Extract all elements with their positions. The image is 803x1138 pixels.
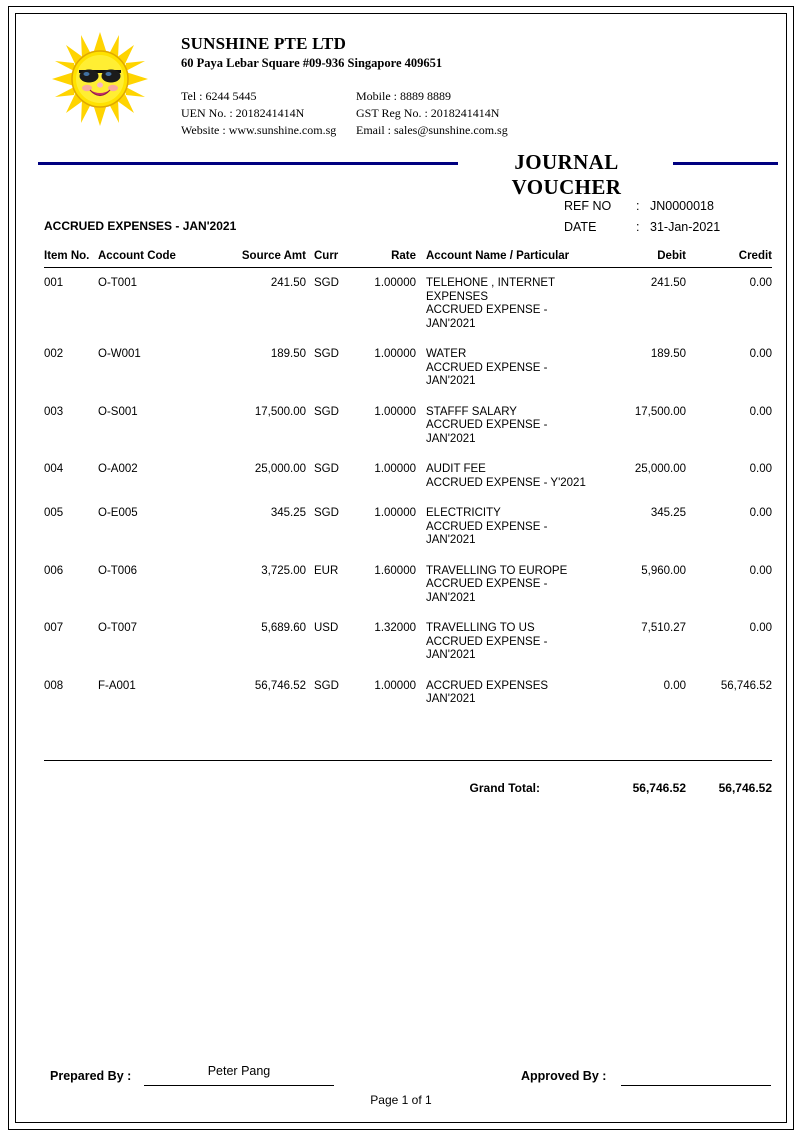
contact-left-value: 2018241414N bbox=[235, 106, 305, 120]
cell-curr: SGD bbox=[314, 463, 339, 475]
contact-right bbox=[356, 122, 656, 139]
contact-left-value: www.sunshine.com.sg bbox=[228, 123, 337, 137]
contact-right-value: 8889 8889 bbox=[400, 89, 451, 103]
prepared-by-name: Peter Pang bbox=[207, 1064, 271, 1078]
prepared-by-label: Prepared By : bbox=[50, 1069, 132, 1083]
contact-row bbox=[181, 88, 741, 105]
meta-colon: : bbox=[636, 220, 640, 234]
meta-value-ref-no: JN0000018 bbox=[650, 199, 714, 213]
page-title: JOURNAL VOUCHER bbox=[511, 150, 622, 199]
meta-row-ref-no bbox=[564, 196, 720, 217]
voucher-meta bbox=[564, 196, 720, 238]
grand-total-rule bbox=[44, 760, 772, 761]
cell-curr: SGD bbox=[314, 405, 339, 418]
account-name-line: ACCRUED EXPENSE - bbox=[426, 635, 548, 648]
cell-rate: 1.00000 bbox=[374, 507, 416, 519]
contact-right-value: sales@sunshine.com.sg bbox=[394, 123, 508, 137]
account-name-line: JAN'2021 bbox=[426, 591, 476, 604]
table-row bbox=[44, 398, 772, 456]
account-name-line: ACCRUED EXPENSE - bbox=[426, 304, 548, 316]
account-name-line: ACCRUED EXPENSES bbox=[426, 679, 549, 692]
account-name-line: JAN'2021 bbox=[426, 375, 476, 387]
contact-left-label: Website : bbox=[181, 123, 226, 137]
contact-left bbox=[181, 122, 356, 139]
cell-rate: 1.32000 bbox=[374, 622, 416, 634]
table-header-row bbox=[44, 248, 772, 268]
contact-left bbox=[181, 88, 356, 105]
table-row bbox=[44, 499, 772, 557]
contact-left bbox=[181, 105, 356, 122]
cell-item-no: 006 bbox=[44, 564, 64, 577]
cell-account-name bbox=[416, 268, 596, 341]
sun-with-sunglasses-icon bbox=[50, 30, 150, 128]
cell-account-code: O-T006 bbox=[98, 564, 137, 577]
account-name-line: EXPENSES bbox=[426, 290, 488, 303]
contact-right-value: 2018241414N bbox=[430, 106, 500, 120]
column-header-debit: Debit bbox=[596, 248, 686, 268]
contact-right bbox=[356, 105, 656, 122]
account-name-line: JAN'2021 bbox=[426, 693, 476, 705]
contact-right-label: GST Reg No. : bbox=[356, 106, 428, 120]
cell-credit: 56,746.52 bbox=[720, 679, 772, 692]
cell-curr: SGD bbox=[314, 507, 339, 519]
contact-left-value: 6244 5445 bbox=[205, 89, 257, 103]
cell-debit: 345.25 bbox=[650, 507, 686, 519]
cell-curr: SGD bbox=[314, 679, 339, 692]
company-contact-details bbox=[181, 88, 741, 139]
contact-right-label: Mobile : bbox=[356, 89, 397, 103]
cell-rate: 1.00000 bbox=[374, 348, 416, 360]
cell-account-code: O-T007 bbox=[98, 622, 137, 634]
cell-item-no: 001 bbox=[44, 277, 64, 289]
contact-right-label: Email : bbox=[356, 123, 391, 137]
cell-account-code: O-T001 bbox=[98, 277, 137, 289]
cell-account-name bbox=[416, 398, 596, 456]
cell-item-no: 008 bbox=[44, 679, 64, 692]
cell-account-name bbox=[416, 672, 596, 716]
cell-account-code: O-E005 bbox=[98, 507, 138, 519]
cell-rate: 1.00000 bbox=[374, 679, 416, 692]
document-page bbox=[15, 13, 787, 1123]
prepared-by-signature-line bbox=[144, 1085, 334, 1086]
cell-credit: 0.00 bbox=[749, 277, 772, 289]
cell-source-amt: 345.25 bbox=[270, 507, 306, 519]
cell-source-amt: 17,500.00 bbox=[254, 405, 306, 418]
approved-by-label: Approved By : bbox=[521, 1069, 607, 1083]
contact-row bbox=[181, 105, 741, 122]
cell-credit: 0.00 bbox=[749, 405, 772, 418]
contact-row bbox=[181, 122, 741, 139]
account-name-line: ACCRUED EXPENSE - bbox=[426, 419, 548, 431]
grand-total-colon: : bbox=[536, 781, 540, 795]
account-name-line: ACCRUED EXPENSE - bbox=[426, 520, 548, 533]
table-row bbox=[44, 268, 772, 341]
table-row bbox=[44, 557, 772, 615]
company-address: 60 Paya Lebar Square #09-936 Singapore 409651 bbox=[181, 56, 443, 70]
grand-total-debit: 56,746.52 bbox=[632, 781, 686, 795]
approved-by-signature-line bbox=[621, 1085, 771, 1086]
cell-account-name bbox=[416, 614, 596, 672]
cell-debit: 25,000.00 bbox=[634, 463, 686, 475]
column-header-account-name: Account Name / Particular bbox=[416, 248, 596, 268]
journal-lines-table bbox=[44, 248, 772, 716]
cell-account-code: O-W001 bbox=[98, 348, 141, 360]
table-row bbox=[44, 614, 772, 672]
cell-item-no: 003 bbox=[44, 405, 64, 418]
grand-total-row bbox=[44, 772, 772, 795]
cell-debit: 0.00 bbox=[663, 679, 686, 692]
account-name-line: JAN'2021 bbox=[426, 534, 476, 546]
cell-source-amt: 3,725.00 bbox=[261, 564, 306, 577]
cell-rate: 1.00000 bbox=[374, 405, 416, 418]
cell-rate: 1.00000 bbox=[374, 277, 416, 289]
cell-rate: 1.00000 bbox=[374, 463, 416, 475]
table-row bbox=[44, 455, 772, 499]
document-header bbox=[16, 14, 786, 144]
cell-credit: 0.00 bbox=[749, 348, 772, 360]
meta-value-date: 31-Jan-2021 bbox=[650, 220, 721, 234]
cell-account-name bbox=[416, 557, 596, 615]
contact-left-label: Tel : bbox=[181, 89, 203, 103]
cell-account-name bbox=[416, 455, 596, 499]
grand-total-label: Grand Total bbox=[469, 781, 536, 795]
column-header-item-no: Item No. bbox=[44, 248, 98, 268]
cell-source-amt: 241.50 bbox=[270, 277, 306, 289]
cell-account-name bbox=[416, 340, 596, 398]
account-name-line: AUDIT FEE bbox=[426, 463, 486, 475]
cell-curr: USD bbox=[314, 622, 339, 634]
page-number: Page 1 of 1 bbox=[370, 1093, 432, 1107]
cell-account-code: O-A002 bbox=[98, 463, 138, 475]
account-name-line: ACCRUED EXPENSE - bbox=[426, 578, 548, 590]
account-name-line: TRAVELLING TO EUROPE bbox=[426, 564, 568, 577]
account-name-line: TRAVELLING TO US bbox=[426, 622, 535, 634]
cell-credit: 0.00 bbox=[749, 564, 772, 577]
cell-source-amt: 5,689.60 bbox=[261, 622, 306, 634]
table-row bbox=[44, 340, 772, 398]
account-name-line: JAN'2021 bbox=[426, 432, 476, 445]
column-header-curr: Curr bbox=[306, 248, 356, 268]
cell-debit: 241.50 bbox=[650, 277, 686, 289]
title-rule-left bbox=[38, 162, 458, 165]
cell-account-code: F-A001 bbox=[98, 679, 136, 692]
grand-total-credit: 56,746.52 bbox=[718, 781, 772, 795]
cell-debit: 189.50 bbox=[650, 348, 686, 360]
meta-row-date bbox=[564, 217, 720, 238]
cell-credit: 0.00 bbox=[749, 622, 772, 634]
cell-source-amt: 25,000.00 bbox=[254, 463, 306, 475]
cell-debit: 7,510.27 bbox=[641, 622, 686, 634]
cell-item-no: 005 bbox=[44, 507, 64, 519]
company-name: SUNSHINE PTE LTD bbox=[181, 34, 347, 53]
column-header-credit: Credit bbox=[686, 248, 772, 268]
account-name-line: STAFFF SALARY bbox=[426, 405, 517, 418]
account-name-line: JAN'2021 bbox=[426, 317, 476, 330]
account-name-line: JAN'2021 bbox=[426, 649, 476, 661]
account-name-line: ACCRUED EXPENSE - bbox=[426, 361, 548, 374]
table-row bbox=[44, 672, 772, 716]
cell-credit: 0.00 bbox=[749, 463, 772, 475]
account-name-line: WATER bbox=[426, 348, 467, 360]
column-header-account-code: Account Code bbox=[98, 248, 216, 268]
cell-debit: 17,500.00 bbox=[634, 405, 686, 418]
account-name-line: ELECTRICITY bbox=[426, 507, 501, 519]
cell-account-name bbox=[416, 499, 596, 557]
cell-credit: 0.00 bbox=[749, 507, 772, 519]
voucher-subject: ACCRUED EXPENSES - JAN'2021 bbox=[44, 219, 237, 233]
cell-curr: SGD bbox=[314, 348, 339, 360]
cell-item-no: 002 bbox=[44, 348, 64, 360]
account-name-line: TELEHONE , INTERNET bbox=[426, 277, 556, 289]
cell-item-no: 004 bbox=[44, 463, 64, 475]
contact-left-label: UEN No. : bbox=[181, 106, 233, 120]
meta-colon: : bbox=[636, 199, 640, 213]
cell-source-amt: 189.50 bbox=[270, 348, 306, 360]
column-header-rate: Rate bbox=[356, 248, 416, 268]
cell-rate: 1.60000 bbox=[374, 564, 416, 577]
column-header-source-amt: Source Amt bbox=[216, 248, 306, 268]
cell-debit: 5,960.00 bbox=[641, 564, 686, 577]
cell-item-no: 007 bbox=[44, 622, 64, 634]
account-name-line: ACCRUED EXPENSE - Y'2021 bbox=[426, 476, 586, 489]
document-page-outer-border bbox=[8, 6, 794, 1130]
cell-source-amt: 56,746.52 bbox=[254, 679, 306, 692]
cell-account-code: O-S001 bbox=[98, 405, 138, 418]
meta-label: DATE bbox=[564, 220, 597, 234]
cell-curr: EUR bbox=[314, 564, 339, 577]
cell-curr: SGD bbox=[314, 277, 339, 289]
title-rule-right bbox=[673, 162, 778, 165]
meta-label: REF NO bbox=[564, 199, 612, 213]
contact-right bbox=[356, 88, 656, 105]
